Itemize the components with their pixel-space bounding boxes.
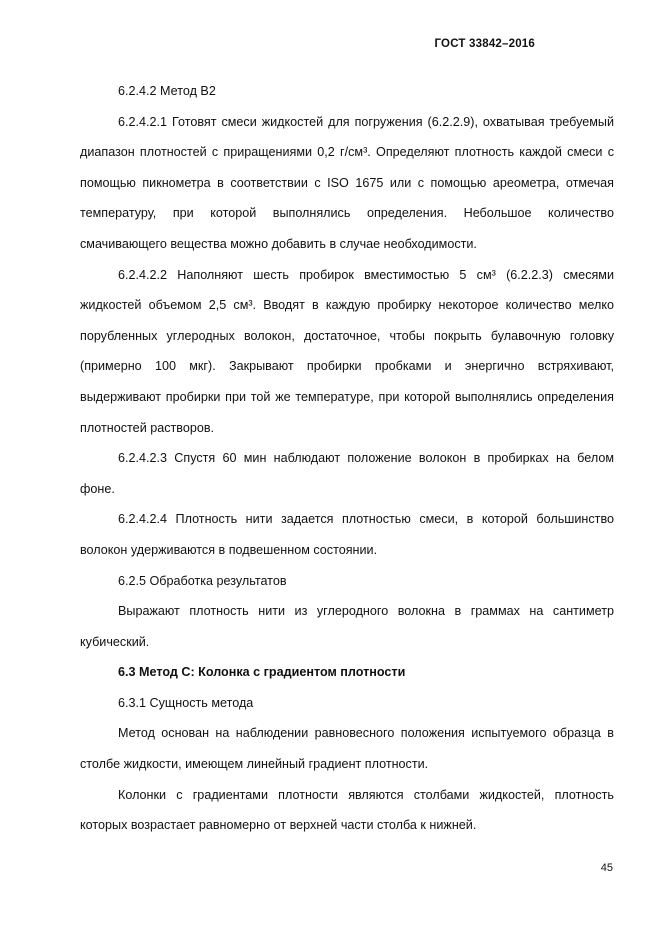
paragraph-6-2-4-2-3: 6.2.4.2.3 Спустя 60 мин наблюдают положение волокон в пробирках на белом фоне. xyxy=(80,451,614,496)
paragraph-6-2-4-2-1: 6.2.4.2.1 Готовят смеси жидкостей для погружения (6.2.2.9), охватывая требуемый диапазон плотностей с приращениями 0,2 г/см³. Определяют плотность каждой смеси с помощью пикнометра в соответствии с ISO 1675 или с помощью ареометра, отмечая температуру, при которой выполнялись определения. Небольшое количество смачивающего вещества можно добавить в случае необходимости. xyxy=(80,114,614,251)
document-body xyxy=(80,76,614,841)
paragraph-6-2-4-2-4: 6.2.4.2.4 Плотность нити задается плотностью смеси, в которой большинство волокон удерживаются в подвешенном состоянии. xyxy=(80,512,614,557)
document-header: ГОСТ 33842–2016 xyxy=(434,38,535,50)
section-heading-6-3-1: 6.3.1 Сущность метода xyxy=(118,695,254,710)
paragraph-6-2-4-2-2: 6.2.4.2.2 Наполняют шесть пробирок вместимостью 5 см³ (6.2.2.3) смесями жидкостей объемом 2,5 см³. Вводят в каждую пробирку некоторое количество мелко порубленных углеродных волокон, достаточное, чтобы покрыть булавочную головку (примерно 100 мкг). Закрывают пробирки пробками и энергично встряхивают, выдерживают пробирки при той же температуре, при которой выполнялись определения плотностей растворов. xyxy=(80,267,614,435)
paragraph-results: Выражают плотность нити из углеродного волокна в граммах на сантиметр кубический. xyxy=(80,604,614,649)
page-number: 45 xyxy=(600,862,613,874)
paragraph-gradient-columns: Колонки с градиентами плотности являются столбами жидкостей, плотность которых возрастает равномерно от верхней части столба к нижней. xyxy=(80,787,614,833)
section-heading-6-2-5: 6.2.5 Обработка результатов xyxy=(118,573,287,588)
section-heading-6-2-4-2: 6.2.4.2 Метод В2 xyxy=(118,84,216,98)
paragraph-method-basis: Метод основан на наблюдении равновесного положения испытуемого образца в столбе жидкости, имеющем линейный градиент плотности. xyxy=(80,726,614,772)
section-heading-6-3: 6.3 Метод С: Колонка с градиентом плотности xyxy=(118,665,406,680)
